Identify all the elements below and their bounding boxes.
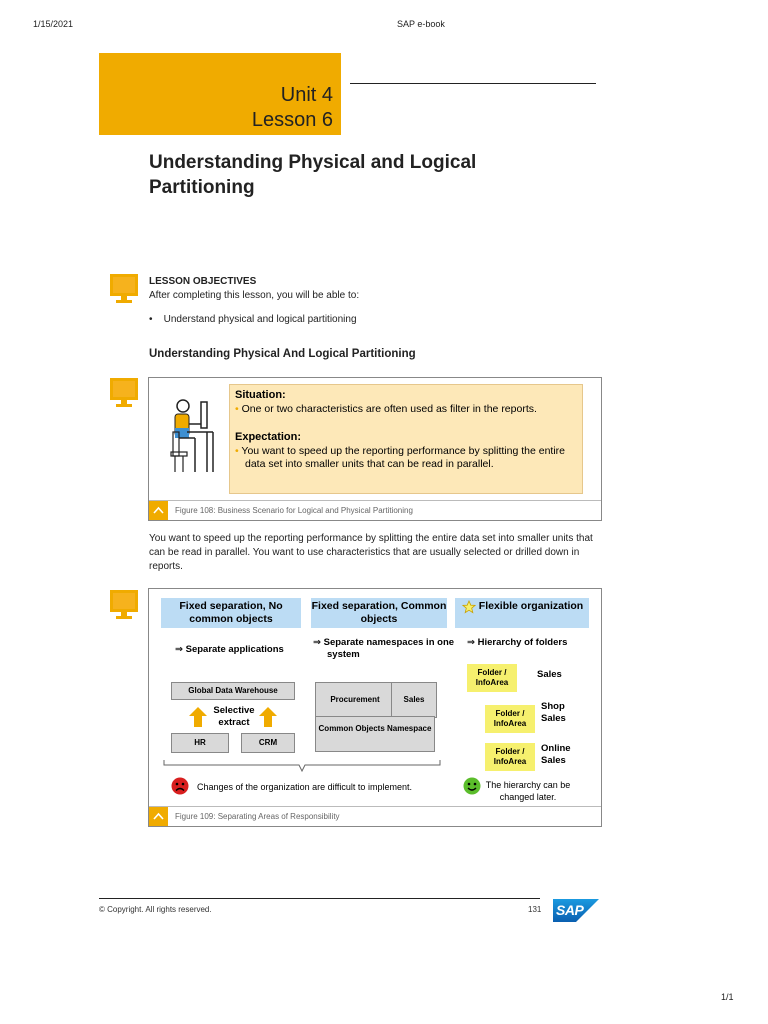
objective-item: • Understand physical and logical partitioning	[149, 314, 357, 325]
figure-109	[148, 588, 602, 827]
page-number: 131	[528, 905, 542, 914]
sap-logo-text: SAP	[556, 902, 584, 918]
unit-lesson-box	[99, 53, 341, 135]
chevron-up-icon	[149, 501, 168, 520]
print-title: SAP e-book	[397, 19, 445, 29]
procurement-box: Procurement	[315, 682, 395, 718]
figure-caption	[149, 500, 601, 520]
lesson-label: Lesson 6	[251, 109, 333, 131]
folder-infoarea-2: Folder / InfoArea	[485, 705, 535, 733]
person-at-desk-icon	[169, 396, 219, 474]
col3-arrow-text: ⇒ Hierarchy of folders	[467, 637, 568, 648]
arrow-up-icon	[259, 707, 277, 727]
section-heading: Understanding Physical And Logical Partitioning	[149, 348, 416, 360]
col2-arrow-text: ⇒ Separate namespaces in one system	[313, 637, 455, 660]
selective-extract-label: Selective extract	[213, 705, 255, 728]
figure-109-caption: Figure 109: Separating Areas of Responsibility	[175, 812, 340, 821]
objectives-intro: After completing this lesson, you will be able to:	[149, 290, 360, 301]
positive-note: The hierarchy can be changed later.	[485, 780, 571, 802]
figure-108	[148, 377, 602, 521]
collapse-button[interactable]	[149, 807, 168, 826]
situation-text-value: One or two characteristics are often used as filter in the reports.	[241, 403, 537, 415]
col2-arrow-label: Separate namespaces in one system	[323, 637, 455, 660]
brace-divider	[163, 759, 441, 773]
print-date: 1/15/2021	[33, 19, 74, 29]
folder-1-name: Sales	[537, 669, 562, 680]
expectation-text-value: You want to speed up the reporting performance by splitting the entire data set into smaller units that can be read in parallel.	[241, 445, 565, 470]
header-rule	[350, 83, 596, 84]
global-data-warehouse-box: Global Data Warehouse	[171, 682, 295, 700]
monitor-icon	[110, 274, 138, 304]
col2-header: Fixed separation, Common objects	[311, 598, 447, 628]
col3-arrow-label: Hierarchy of folders	[477, 637, 568, 648]
sales-box: Sales	[391, 682, 437, 718]
sad-face-icon	[171, 777, 189, 795]
print-page-of: 1/1	[721, 992, 734, 1002]
figure-108-caption: Figure 108: Business Scenario for Logical and Physical Partitioning	[175, 506, 413, 515]
monitor-icon	[110, 378, 138, 408]
col3-header: Flexible organization	[455, 598, 589, 628]
unit-label: Unit 4	[280, 84, 333, 106]
hr-box: HR	[171, 733, 229, 753]
folder-3-name: Online Sales	[541, 743, 571, 766]
folder-2-name: Shop Sales	[541, 701, 566, 724]
situation-label: Situation:	[235, 389, 286, 401]
page-title: Understanding Physical and Logical Partitioning	[149, 152, 477, 198]
footer-rule	[99, 898, 540, 899]
expectation-label: Expectation:	[235, 431, 302, 443]
sap-logo	[553, 899, 599, 922]
folder-infoarea-3: Folder / InfoArea	[485, 743, 535, 771]
situation-box	[229, 384, 583, 494]
body-paragraph: You want to speed up the reporting performance by splitting the entire data set into smaller units that can be read in parallel. You want to use characteristics that are usually selected or drilled down in reports.	[149, 533, 593, 572]
negative-note: Changes of the organization are difficult to implement.	[197, 782, 412, 792]
common-objects-namespace-box: Common Objects Namespace	[315, 716, 435, 752]
objective-item-text: Understand physical and logical partitioning	[163, 314, 357, 325]
arrow-up-icon	[189, 707, 207, 727]
situation-text: • One or two characteristics are often used as filter in the reports.	[235, 403, 537, 415]
star-icon	[462, 600, 476, 614]
expectation-text: • You want to speed up the reporting performance by splitting the entire data set into smaller units that can be read in parallel.	[235, 445, 565, 470]
monitor-icon	[110, 590, 138, 620]
col1-arrow-text: ⇒ Separate applications	[175, 644, 284, 655]
crm-box: CRM	[241, 733, 295, 753]
chevron-up-icon	[149, 807, 168, 826]
folder-infoarea-1: Folder / InfoArea	[467, 664, 517, 692]
objectives-heading: LESSON OBJECTIVES	[149, 276, 257, 287]
collapse-button[interactable]	[149, 501, 168, 520]
col1-arrow-label: Separate applications	[185, 644, 284, 655]
copyright: © Copyright. All rights reserved.	[99, 905, 212, 914]
happy-face-icon	[463, 777, 481, 795]
col1-header: Fixed separation, No common objects	[161, 598, 301, 628]
figure-caption	[149, 806, 601, 826]
